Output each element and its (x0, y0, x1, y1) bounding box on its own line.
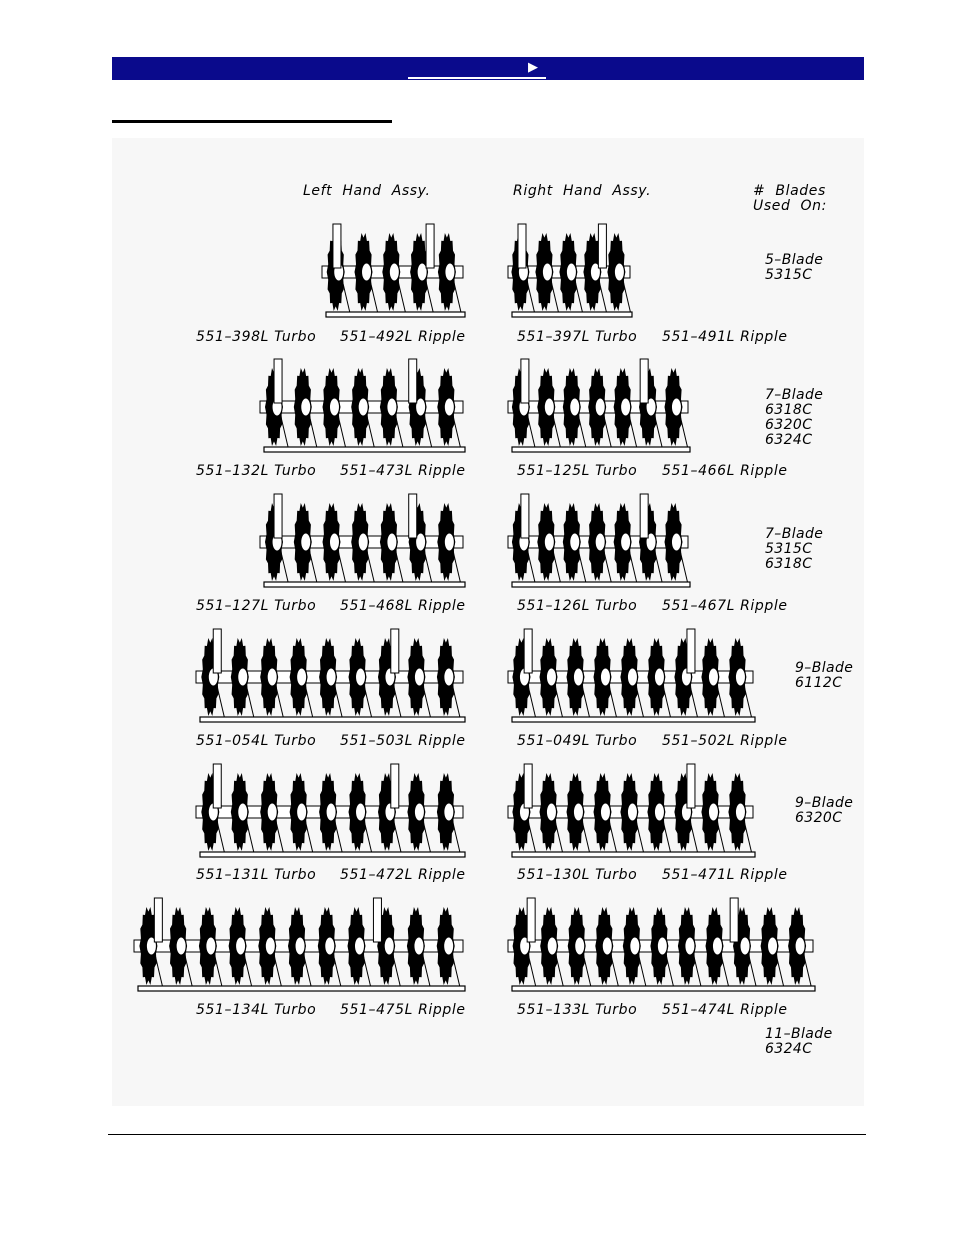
left-hand-assembly-drawing (250, 492, 475, 592)
model-number: 6320C (765, 417, 813, 433)
blade-hub (297, 803, 307, 821)
mount-bracket (391, 764, 399, 808)
right-ripple-label: 551–471L Ripple (662, 867, 788, 883)
right-hand-assembly-drawing (498, 627, 765, 727)
right-ripple-label: 551–502L Ripple (662, 733, 788, 749)
blade-hub (621, 398, 631, 416)
blade-usage-label (765, 253, 823, 283)
mount-bracket (274, 494, 282, 538)
blade-hub (414, 803, 424, 821)
left-ripple-label: 551–492L Ripple (340, 329, 466, 345)
model-number: 6320C (795, 810, 843, 826)
right-turbo-label: 551–049L Turbo (517, 733, 638, 749)
blade-hub (570, 533, 580, 551)
assembly-illustration (186, 627, 475, 727)
blade-hub (444, 803, 454, 821)
next-page-link[interactable] (408, 59, 546, 79)
blade-hub (295, 937, 305, 955)
frame-bar (264, 447, 465, 452)
blade-hub (542, 263, 552, 281)
footer-rule (108, 1134, 866, 1135)
right-hand-assembly-drawing (498, 222, 642, 322)
blade-hub (444, 398, 454, 416)
play-arrow-icon: ▶ (528, 60, 538, 75)
frame-bar (512, 312, 632, 317)
blade-count: 7–Blade (765, 387, 824, 403)
blade-hub (600, 668, 610, 686)
blade-hub (325, 937, 335, 955)
assembly-illustration (498, 627, 765, 727)
assembly-illustration (250, 357, 475, 457)
blade-count: 9–Blade (795, 795, 854, 811)
assembly-illustration (124, 896, 475, 996)
right-turbo-label: 551–126L Turbo (517, 598, 638, 614)
blade-hub (238, 803, 248, 821)
right-turbo-label: 551–133L Turbo (517, 1002, 638, 1018)
blade-count: 11–Blade (765, 1026, 833, 1042)
assembly-illustration (498, 222, 642, 322)
blade-count: 9–Blade (795, 660, 854, 676)
blade-hub (329, 398, 339, 416)
blade-hub (546, 668, 556, 686)
right-hand-assembly-drawing (498, 762, 765, 862)
blade-hub (362, 263, 372, 281)
mount-bracket (687, 629, 695, 673)
blade-hub (570, 398, 580, 416)
blade-hub (301, 533, 311, 551)
mount-bracket (524, 764, 532, 808)
frame-bar (512, 717, 755, 722)
blade-hub (356, 668, 366, 686)
assembly-illustration (312, 222, 475, 322)
blade-hub (573, 803, 583, 821)
blade-hub (600, 803, 610, 821)
left-turbo-label: 551–132L Turbo (196, 463, 317, 479)
blade-usage-label (765, 527, 823, 572)
frame-bar (512, 582, 690, 587)
blade-hub (630, 937, 640, 955)
left-turbo-label: 551–398L Turbo (196, 329, 317, 345)
blade-hub (387, 398, 397, 416)
model-number: 6324C (765, 432, 813, 448)
mount-bracket (687, 764, 695, 808)
blade-hub (326, 668, 336, 686)
right-hand-assy-heading: Right Hand Assy. (513, 183, 652, 199)
left-ripple-label: 551–503L Ripple (340, 733, 466, 749)
blade-hub (238, 668, 248, 686)
left-turbo-label: 551–127L Turbo (196, 598, 317, 614)
blade-hub (354, 937, 364, 955)
blade-hub (267, 668, 277, 686)
blade-hub (297, 668, 307, 686)
blade-hub (654, 668, 664, 686)
left-hand-assembly-drawing (186, 762, 475, 862)
blade-hub (384, 937, 394, 955)
frame-bar (138, 986, 465, 991)
right-turbo-label: 551–397L Turbo (517, 329, 638, 345)
left-ripple-label: 551–468L Ripple (340, 598, 466, 614)
left-hand-assy-heading: Left Hand Assy. (303, 183, 431, 199)
frame-bar (264, 582, 465, 587)
blade-hub (444, 668, 454, 686)
right-hand-assembly-drawing (498, 357, 700, 457)
blade-usage-label (795, 661, 853, 691)
right-ripple-label: 551–467L Ripple (662, 598, 788, 614)
blade-hub (657, 937, 667, 955)
assembly-illustration (498, 896, 825, 996)
mount-bracket (524, 629, 532, 673)
blade-hub (566, 263, 576, 281)
mount-bracket (333, 224, 341, 268)
mount-bracket (391, 629, 399, 673)
left-ripple-label: 551–472L Ripple (340, 867, 466, 883)
mount-bracket (373, 898, 381, 942)
blade-hub (326, 803, 336, 821)
left-hand-assembly-drawing (250, 357, 475, 457)
blade-hub (614, 263, 624, 281)
mount-bracket (213, 629, 221, 673)
left-turbo-label: 551–134L Turbo (196, 1002, 317, 1018)
blade-count: 5–Blade (765, 252, 824, 268)
left-turbo-label: 551–054L Turbo (196, 733, 317, 749)
model-number: 6324C (765, 1041, 813, 1057)
blade-hub (414, 668, 424, 686)
blade-hub (414, 937, 424, 955)
mount-bracket (409, 359, 417, 403)
mount-bracket (213, 764, 221, 808)
blade-hub (768, 937, 778, 955)
blade-hub (602, 937, 612, 955)
assembly-illustration (186, 762, 475, 862)
section-title-rule (112, 120, 392, 123)
blade-hub (795, 937, 805, 955)
blade-hub (301, 398, 311, 416)
model-number: 5315C (765, 541, 813, 557)
left-hand-assembly-drawing (124, 896, 475, 996)
blade-hub (387, 533, 397, 551)
blade-count: 7–Blade (765, 526, 824, 542)
frame-bar (512, 986, 815, 991)
model-number: 6318C (765, 402, 813, 418)
blade-hub (735, 668, 745, 686)
right-turbo-label: 551–130L Turbo (517, 867, 638, 883)
mount-bracket (598, 224, 606, 268)
right-ripple-label: 551–491L Ripple (662, 329, 788, 345)
blade-hub (671, 398, 681, 416)
mount-bracket (518, 224, 526, 268)
mount-bracket (521, 359, 529, 403)
left-ripple-label: 551–475L Ripple (340, 1002, 466, 1018)
blade-hub (267, 803, 277, 821)
left-hand-assembly-drawing (186, 627, 475, 727)
blade-hub (236, 937, 246, 955)
left-hand-assembly-drawing (312, 222, 475, 322)
blade-hub (546, 803, 556, 821)
blade-hub (708, 668, 718, 686)
blade-hub (206, 937, 216, 955)
blade-hub (358, 533, 368, 551)
blade-hub (627, 668, 637, 686)
blade-hub (176, 937, 186, 955)
blade-hub (547, 937, 557, 955)
header-bar (112, 57, 864, 80)
blade-hub (356, 803, 366, 821)
frame-bar (326, 312, 465, 317)
right-hand-assembly-drawing (498, 492, 700, 592)
blade-hub (544, 398, 554, 416)
blade-hub (708, 803, 718, 821)
blade-hub (445, 263, 455, 281)
right-ripple-label: 551–474L Ripple (662, 1002, 788, 1018)
mount-bracket (274, 359, 282, 403)
blades-heading (753, 184, 827, 214)
left-turbo-label: 551–131L Turbo (196, 867, 317, 883)
assembly-illustration (498, 357, 700, 457)
blade-hub (265, 937, 275, 955)
blade-hub (444, 937, 454, 955)
blades-heading-line1: # Blades (753, 183, 826, 199)
blade-hub (621, 533, 631, 551)
blade-hub (685, 937, 695, 955)
blade-hub (329, 533, 339, 551)
mount-bracket (521, 494, 529, 538)
blade-usage-label (795, 796, 853, 826)
model-number: 6112C (795, 675, 843, 691)
blade-hub (595, 533, 605, 551)
model-number: 6318C (765, 556, 813, 572)
frame-bar (512, 852, 755, 857)
frame-bar (200, 717, 465, 722)
blade-hub (358, 398, 368, 416)
blade-usage-label (765, 388, 823, 448)
blade-hub (575, 937, 585, 955)
right-ripple-label: 551–466L Ripple (662, 463, 788, 479)
blade-hub (654, 803, 664, 821)
blade-hub (444, 533, 454, 551)
model-number: 5315C (765, 267, 813, 283)
assembly-illustration (250, 492, 475, 592)
right-turbo-label: 551–125L Turbo (517, 463, 638, 479)
blade-hub (735, 803, 745, 821)
assembly-illustration (498, 762, 765, 862)
frame-bar (200, 852, 465, 857)
mount-bracket (730, 898, 738, 942)
blade-hub (740, 937, 750, 955)
blades-heading-line2: Used On: (753, 198, 827, 214)
mount-bracket (426, 224, 434, 268)
left-ripple-label: 551–473L Ripple (340, 463, 466, 479)
assembly-illustration (498, 492, 700, 592)
mount-bracket (527, 898, 535, 942)
mount-bracket (640, 494, 648, 538)
blade-hub (573, 668, 583, 686)
mount-bracket (640, 359, 648, 403)
right-hand-assembly-drawing (498, 896, 825, 996)
frame-bar (512, 447, 690, 452)
blade-hub (389, 263, 399, 281)
blade-hub (595, 398, 605, 416)
blade-hub (712, 937, 722, 955)
blade-usage-label (765, 1027, 833, 1057)
mount-bracket (409, 494, 417, 538)
blade-hub (627, 803, 637, 821)
blade-hub (544, 533, 554, 551)
mount-bracket (154, 898, 162, 942)
blade-hub (671, 533, 681, 551)
